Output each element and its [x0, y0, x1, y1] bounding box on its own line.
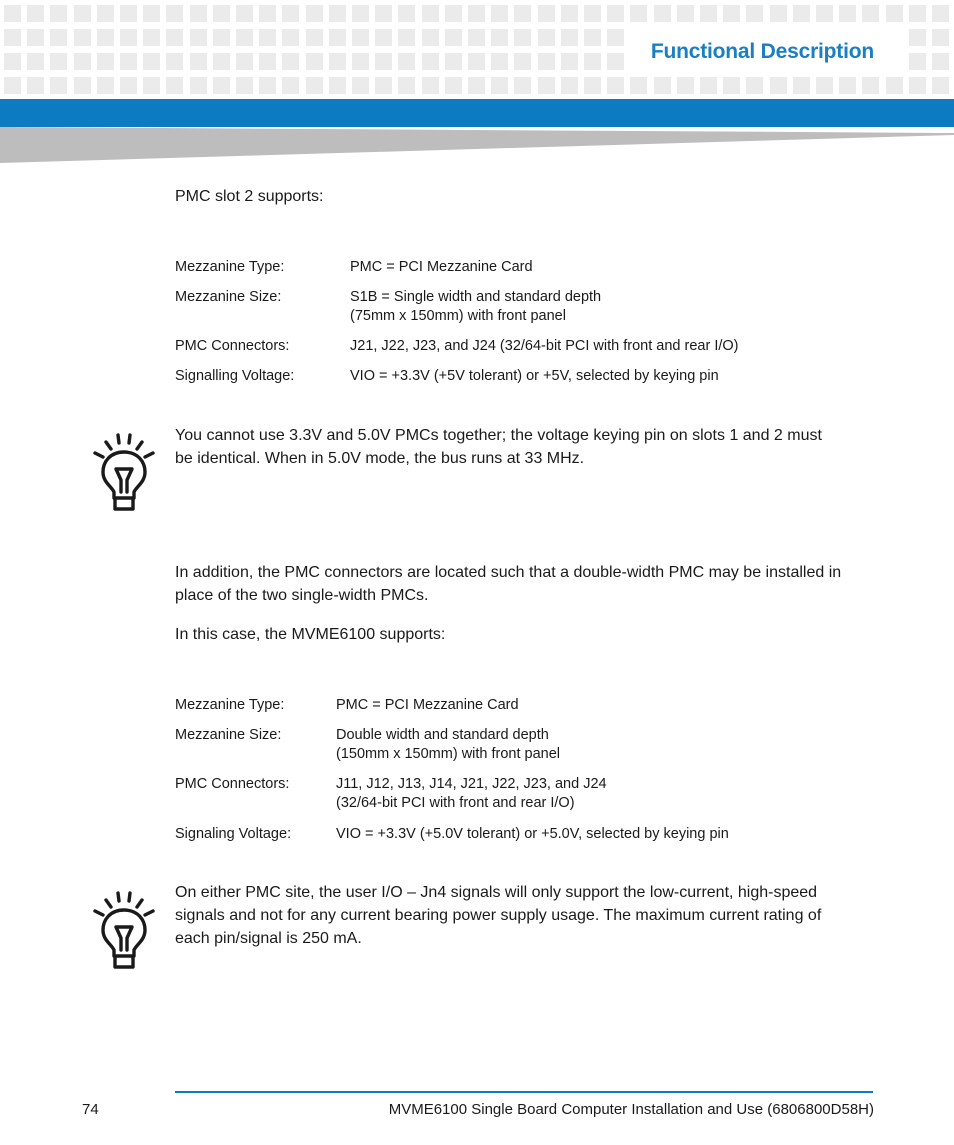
pattern-square [468, 5, 485, 22]
pattern-square [282, 53, 299, 70]
pattern-square [607, 77, 624, 94]
pattern-square [932, 5, 949, 22]
pattern-square [561, 53, 578, 70]
pattern-square [213, 53, 230, 70]
pattern-square [97, 53, 114, 70]
pattern-square [375, 53, 392, 70]
pattern-square [213, 5, 230, 22]
pattern-square [166, 5, 183, 22]
spec-label: PMC Connectors: [175, 338, 290, 354]
pattern-square [746, 77, 763, 94]
spec-value: (75mm x 150mm) with front panel [350, 308, 566, 324]
pattern-square [166, 29, 183, 46]
spec-label: Mezzanine Size: [175, 289, 282, 305]
spec-value: S1B = Single width and standard depth [350, 289, 602, 305]
pattern-square [97, 5, 114, 22]
pattern-square [468, 77, 485, 94]
pattern-square [514, 77, 531, 94]
pattern-square [909, 77, 926, 94]
pattern-square [352, 53, 369, 70]
pattern-square [120, 53, 137, 70]
spec-label: Mezzanine Type: [175, 697, 285, 713]
pattern-square [862, 77, 879, 94]
pattern-square [352, 29, 369, 46]
footer-rule [175, 1091, 873, 1093]
pattern-square [329, 53, 346, 70]
pattern-square [74, 53, 91, 70]
pattern-square [120, 5, 137, 22]
pattern-square [143, 77, 160, 94]
pattern-square [445, 77, 462, 94]
pattern-square [282, 77, 299, 94]
pattern-square [654, 5, 671, 22]
pattern-square [723, 77, 740, 94]
pattern-square [236, 77, 253, 94]
pattern-square [654, 77, 671, 94]
pattern-square [143, 53, 160, 70]
pattern-square [746, 5, 763, 22]
pattern-square [422, 77, 439, 94]
pattern-square [306, 5, 323, 22]
spec-value: PMC = PCI Mezzanine Card [336, 697, 519, 713]
intro-slot2: PMC slot 2 supports: [175, 188, 324, 205]
pattern-square [909, 53, 926, 70]
spec-label: Mezzanine Type: [175, 259, 285, 275]
spec-value: Double width and standard depth [336, 727, 549, 743]
pattern-square [120, 29, 137, 46]
pattern-square [259, 29, 276, 46]
pattern-square [329, 77, 346, 94]
pattern-square [27, 77, 44, 94]
pattern-square [445, 29, 462, 46]
pattern-square [4, 77, 21, 94]
pattern-square [50, 53, 67, 70]
pattern-square [4, 53, 21, 70]
page-number: 74 [82, 1101, 99, 1118]
pattern-square [27, 29, 44, 46]
pattern-square [259, 5, 276, 22]
pattern-square [4, 29, 21, 46]
pattern-square [50, 5, 67, 22]
pattern-square [538, 53, 555, 70]
pattern-square [259, 53, 276, 70]
paragraph-double-width [175, 561, 841, 607]
pattern-square [538, 5, 555, 22]
pattern-square [236, 29, 253, 46]
pattern-square [50, 77, 67, 94]
pattern-square [375, 29, 392, 46]
spec-value: (150mm x 150mm) with front panel [336, 746, 561, 762]
pattern-square [329, 5, 346, 22]
spec-table-double-width [175, 695, 875, 855]
pattern-square [282, 5, 299, 22]
note-user-io [175, 881, 821, 950]
pattern-square [190, 5, 207, 22]
note-voltage [175, 424, 822, 470]
pattern-square [74, 5, 91, 22]
pattern-square [166, 77, 183, 94]
spec-value: PMC = PCI Mezzanine Card [350, 259, 533, 275]
pattern-square [793, 5, 810, 22]
pattern-square [561, 29, 578, 46]
pattern-square [306, 77, 323, 94]
pattern-square [584, 5, 601, 22]
pattern-square [816, 77, 833, 94]
paragraph-line: In addition, the PMC connectors are located such that a double-width PMC may be installed in [175, 564, 842, 581]
pattern-square [27, 5, 44, 22]
pattern-square [514, 29, 531, 46]
pattern-square [74, 29, 91, 46]
pattern-square [306, 53, 323, 70]
pattern-square [4, 5, 21, 22]
pattern-square [677, 77, 694, 94]
pattern-square [166, 53, 183, 70]
pattern-square [491, 53, 508, 70]
spec-label: Signalling Voltage: [175, 368, 295, 384]
lightbulb-icon [92, 890, 156, 974]
pattern-square [770, 5, 787, 22]
pattern-square [491, 29, 508, 46]
pattern-square [468, 53, 485, 70]
spec-label: Mezzanine Size: [175, 727, 282, 743]
pattern-square [375, 77, 392, 94]
pattern-square [630, 77, 647, 94]
note-line: You cannot use 3.3V and 5.0V PMCs together; the voltage keying pin on slots 1 and 2 must [175, 427, 822, 444]
pattern-square [306, 29, 323, 46]
pattern-square [491, 77, 508, 94]
pattern-square [398, 77, 415, 94]
pattern-square [932, 77, 949, 94]
pattern-square [584, 29, 601, 46]
pattern-square [27, 53, 44, 70]
spec-value: VIO = +3.3V (+5.0V tolerant) or +5.0V, selected by keying pin [336, 826, 729, 842]
pattern-square [422, 53, 439, 70]
pattern-square [816, 5, 833, 22]
pattern-square [932, 53, 949, 70]
pattern-square [561, 5, 578, 22]
spec-table-slot2 [175, 257, 875, 397]
intro-double-width: In this case, the MVME6100 supports: [175, 626, 446, 643]
header-band [0, 99, 954, 127]
pattern-square [514, 5, 531, 22]
paragraph-line: place of the two single-width PMCs. [175, 587, 429, 604]
pattern-square [143, 29, 160, 46]
pattern-square [584, 53, 601, 70]
spec-label: Signaling Voltage: [175, 826, 292, 842]
pattern-square [700, 77, 717, 94]
pattern-square [607, 29, 624, 46]
pattern-square [422, 29, 439, 46]
pattern-square [886, 5, 903, 22]
pattern-square [190, 53, 207, 70]
pattern-square [862, 5, 879, 22]
pattern-square [375, 5, 392, 22]
pattern-square [723, 5, 740, 22]
note-line: be identical. When in 5.0V mode, the bus runs at 33 MHz. [175, 450, 585, 467]
pattern-square [886, 77, 903, 94]
section-title: Functional Description [650, 40, 874, 63]
pattern-square [909, 5, 926, 22]
pattern-square [352, 77, 369, 94]
pattern-square [468, 29, 485, 46]
pattern-square [422, 5, 439, 22]
pattern-square [770, 77, 787, 94]
spec-value: (32/64-bit PCI with front and rear I/O) [336, 795, 575, 811]
pattern-square [607, 53, 624, 70]
pattern-square [329, 29, 346, 46]
pattern-square [213, 77, 230, 94]
pattern-square [259, 77, 276, 94]
pattern-square [584, 77, 601, 94]
note-line: On either PMC site, the user I/O – Jn4 signals will only support the low-current, high-speed [175, 884, 818, 901]
pattern-square [97, 77, 114, 94]
pattern-square [538, 29, 555, 46]
pattern-square [561, 77, 578, 94]
pattern-square [677, 5, 694, 22]
pattern-square [120, 77, 137, 94]
pattern-square [630, 5, 647, 22]
pattern-square [491, 5, 508, 22]
pattern-square [514, 53, 531, 70]
pattern-square [793, 77, 810, 94]
pattern-square [143, 5, 160, 22]
spec-value: J21, J22, J23, and J24 (32/64-bit PCI with front and rear I/O) [350, 338, 739, 354]
pattern-square [607, 5, 624, 22]
document-title: MVME6100 Single Board Computer Installation and Use (6806800D58H) [388, 1101, 874, 1118]
pattern-square [445, 5, 462, 22]
note-line: each pin/signal is 250 mA. [175, 930, 362, 947]
pattern-square [445, 53, 462, 70]
pattern-square [932, 29, 949, 46]
pattern-square [50, 29, 67, 46]
pattern-square [236, 5, 253, 22]
pattern-square [700, 5, 717, 22]
header-swoosh [0, 127, 954, 163]
note-line: signals and not for any current bearing power supply usage. The maximum current rating of [175, 907, 822, 924]
pattern-square [190, 77, 207, 94]
lightbulb-icon [92, 432, 156, 516]
spec-label: PMC Connectors: [175, 776, 290, 792]
pattern-square [190, 29, 207, 46]
pattern-square [839, 77, 856, 94]
pattern-square [282, 29, 299, 46]
pattern-square [538, 77, 555, 94]
pattern-square [398, 5, 415, 22]
pattern-square [398, 29, 415, 46]
pattern-square [909, 29, 926, 46]
pattern-square [352, 5, 369, 22]
spec-value: VIO = +3.3V (+5V tolerant) or +5V, selected by keying pin [350, 368, 719, 384]
pattern-square [213, 29, 230, 46]
pattern-square [97, 29, 114, 46]
pattern-square [236, 53, 253, 70]
spec-value: J11, J12, J13, J14, J21, J22, J23, and J24 [336, 776, 607, 792]
pattern-square [398, 53, 415, 70]
pattern-square [839, 5, 856, 22]
pattern-square [74, 77, 91, 94]
